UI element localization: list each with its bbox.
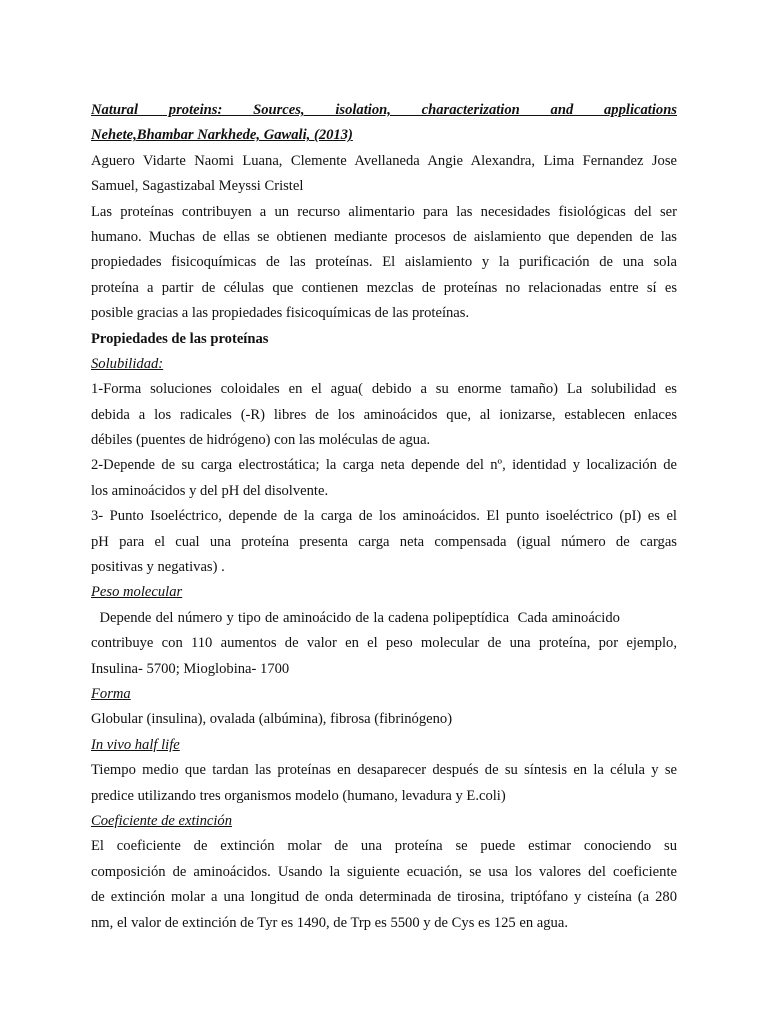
intro-line: propiedades fisicoquímicas de las proteínas. El aislamiento y la purificación de una sola: [91, 254, 677, 271]
peso-line: contribuye con 110 aumentos de valor en el peso molecular de una proteína, por ejemplo,: [91, 635, 677, 652]
extincion-line: El coeficiente de extinción molar de una proteína se puede estimar conociendo su: [91, 838, 677, 855]
subheading-peso-molecular: Peso molecular: [91, 584, 183, 601]
solubilidad-line: los aminoácidos y del pH del disolvente.: [91, 482, 329, 499]
intro-line: proteína a partir de células que contienen mezclas de proteínas no relacionadas entre sí es: [91, 279, 677, 296]
extincion-line: de extinción molar a una longitud de onda determinada de tirosina, triptófano y cisteína (a 280: [91, 889, 677, 906]
solubilidad-line: debida a los radicales (-R) libres de los aminoácidos que, al ionizarse, establecen enlaces: [91, 406, 677, 423]
peso-line: Insulina- 5700; Mioglobina- 1700: [91, 660, 290, 677]
extincion-line: nm, el valor de extinción de Tyr es 1490, de Trp es 5500 y de Cys es 125 en agua.: [91, 914, 568, 931]
solubilidad-line: positivas y negativas) .: [91, 559, 225, 576]
document-title-line-1: Natural proteins: Sources, isolation, characterization and applications: [91, 102, 677, 118]
solubilidad-line: pH para el cual una proteína presenta carga neta compensada (igual número de cargas: [91, 533, 677, 550]
extincion-line: composición de aminoácidos. Usando la siguiente ecuación, se usa los valores del coeficiente: [91, 863, 677, 880]
document-title-line-2: Nehete,Bhambar Narkhede, Gawali, (2013): [91, 127, 353, 144]
intro-line: posible gracias a las propiedades fisicoquímicas de las proteínas.: [91, 305, 470, 322]
subheading-half-life: In vivo half life: [91, 736, 180, 753]
authors-line: Samuel, Sagastizabal Meyssi Cristel: [91, 178, 304, 195]
intro-line: humano. Muchas de ellas se obtienen mediante procesos de aislamiento que dependen de las: [91, 228, 677, 245]
halflife-line: Tiempo medio que tardan las proteínas en desaparecer después de su síntesis en la célula y se: [91, 762, 677, 779]
subheading-forma: Forma: [91, 685, 131, 702]
subheading-solubilidad: Solubilidad:: [91, 355, 164, 372]
forma-line: Globular (insulina), ovalada (albúmina), fibrosa (fibrinógeno): [91, 711, 453, 728]
subheading-extincion: Coeficiente de extinción: [91, 812, 233, 829]
solubilidad-line: 3- Punto Isoeléctrico, depende de la carga de los aminoácidos. El punto isoeléctrico (pI) es el: [91, 508, 677, 525]
authors-line: Aguero Vidarte Naomi Luana, Clemente Avellaneda Angie Alexandra, Lima Fernandez Jose: [91, 152, 677, 169]
document-page: [91, 98, 677, 936]
solubilidad-line: 1-Forma soluciones coloidales en el agua( debido a su enorme tamaño) La solubilidad es: [91, 381, 677, 398]
solubilidad-line: 2-Depende de su carga electrostática; la carga neta depende del nº, identidad y localización de: [91, 457, 677, 474]
solubilidad-line: débiles (puentes de hidrógeno) con las moléculas de agua.: [91, 432, 431, 449]
halflife-line: predice utilizando tres organismos modelo (humano, levadura y E.coli): [91, 787, 506, 804]
section-heading: Propiedades de las proteínas: [91, 330, 269, 347]
intro-line: Las proteínas contribuyen a un recurso alimentario para las necesidades fisiológicas del ser: [91, 203, 677, 220]
peso-line: Depende del número y tipo de aminoácido de la cadena polipeptídica Cada aminoácido: [91, 609, 620, 626]
